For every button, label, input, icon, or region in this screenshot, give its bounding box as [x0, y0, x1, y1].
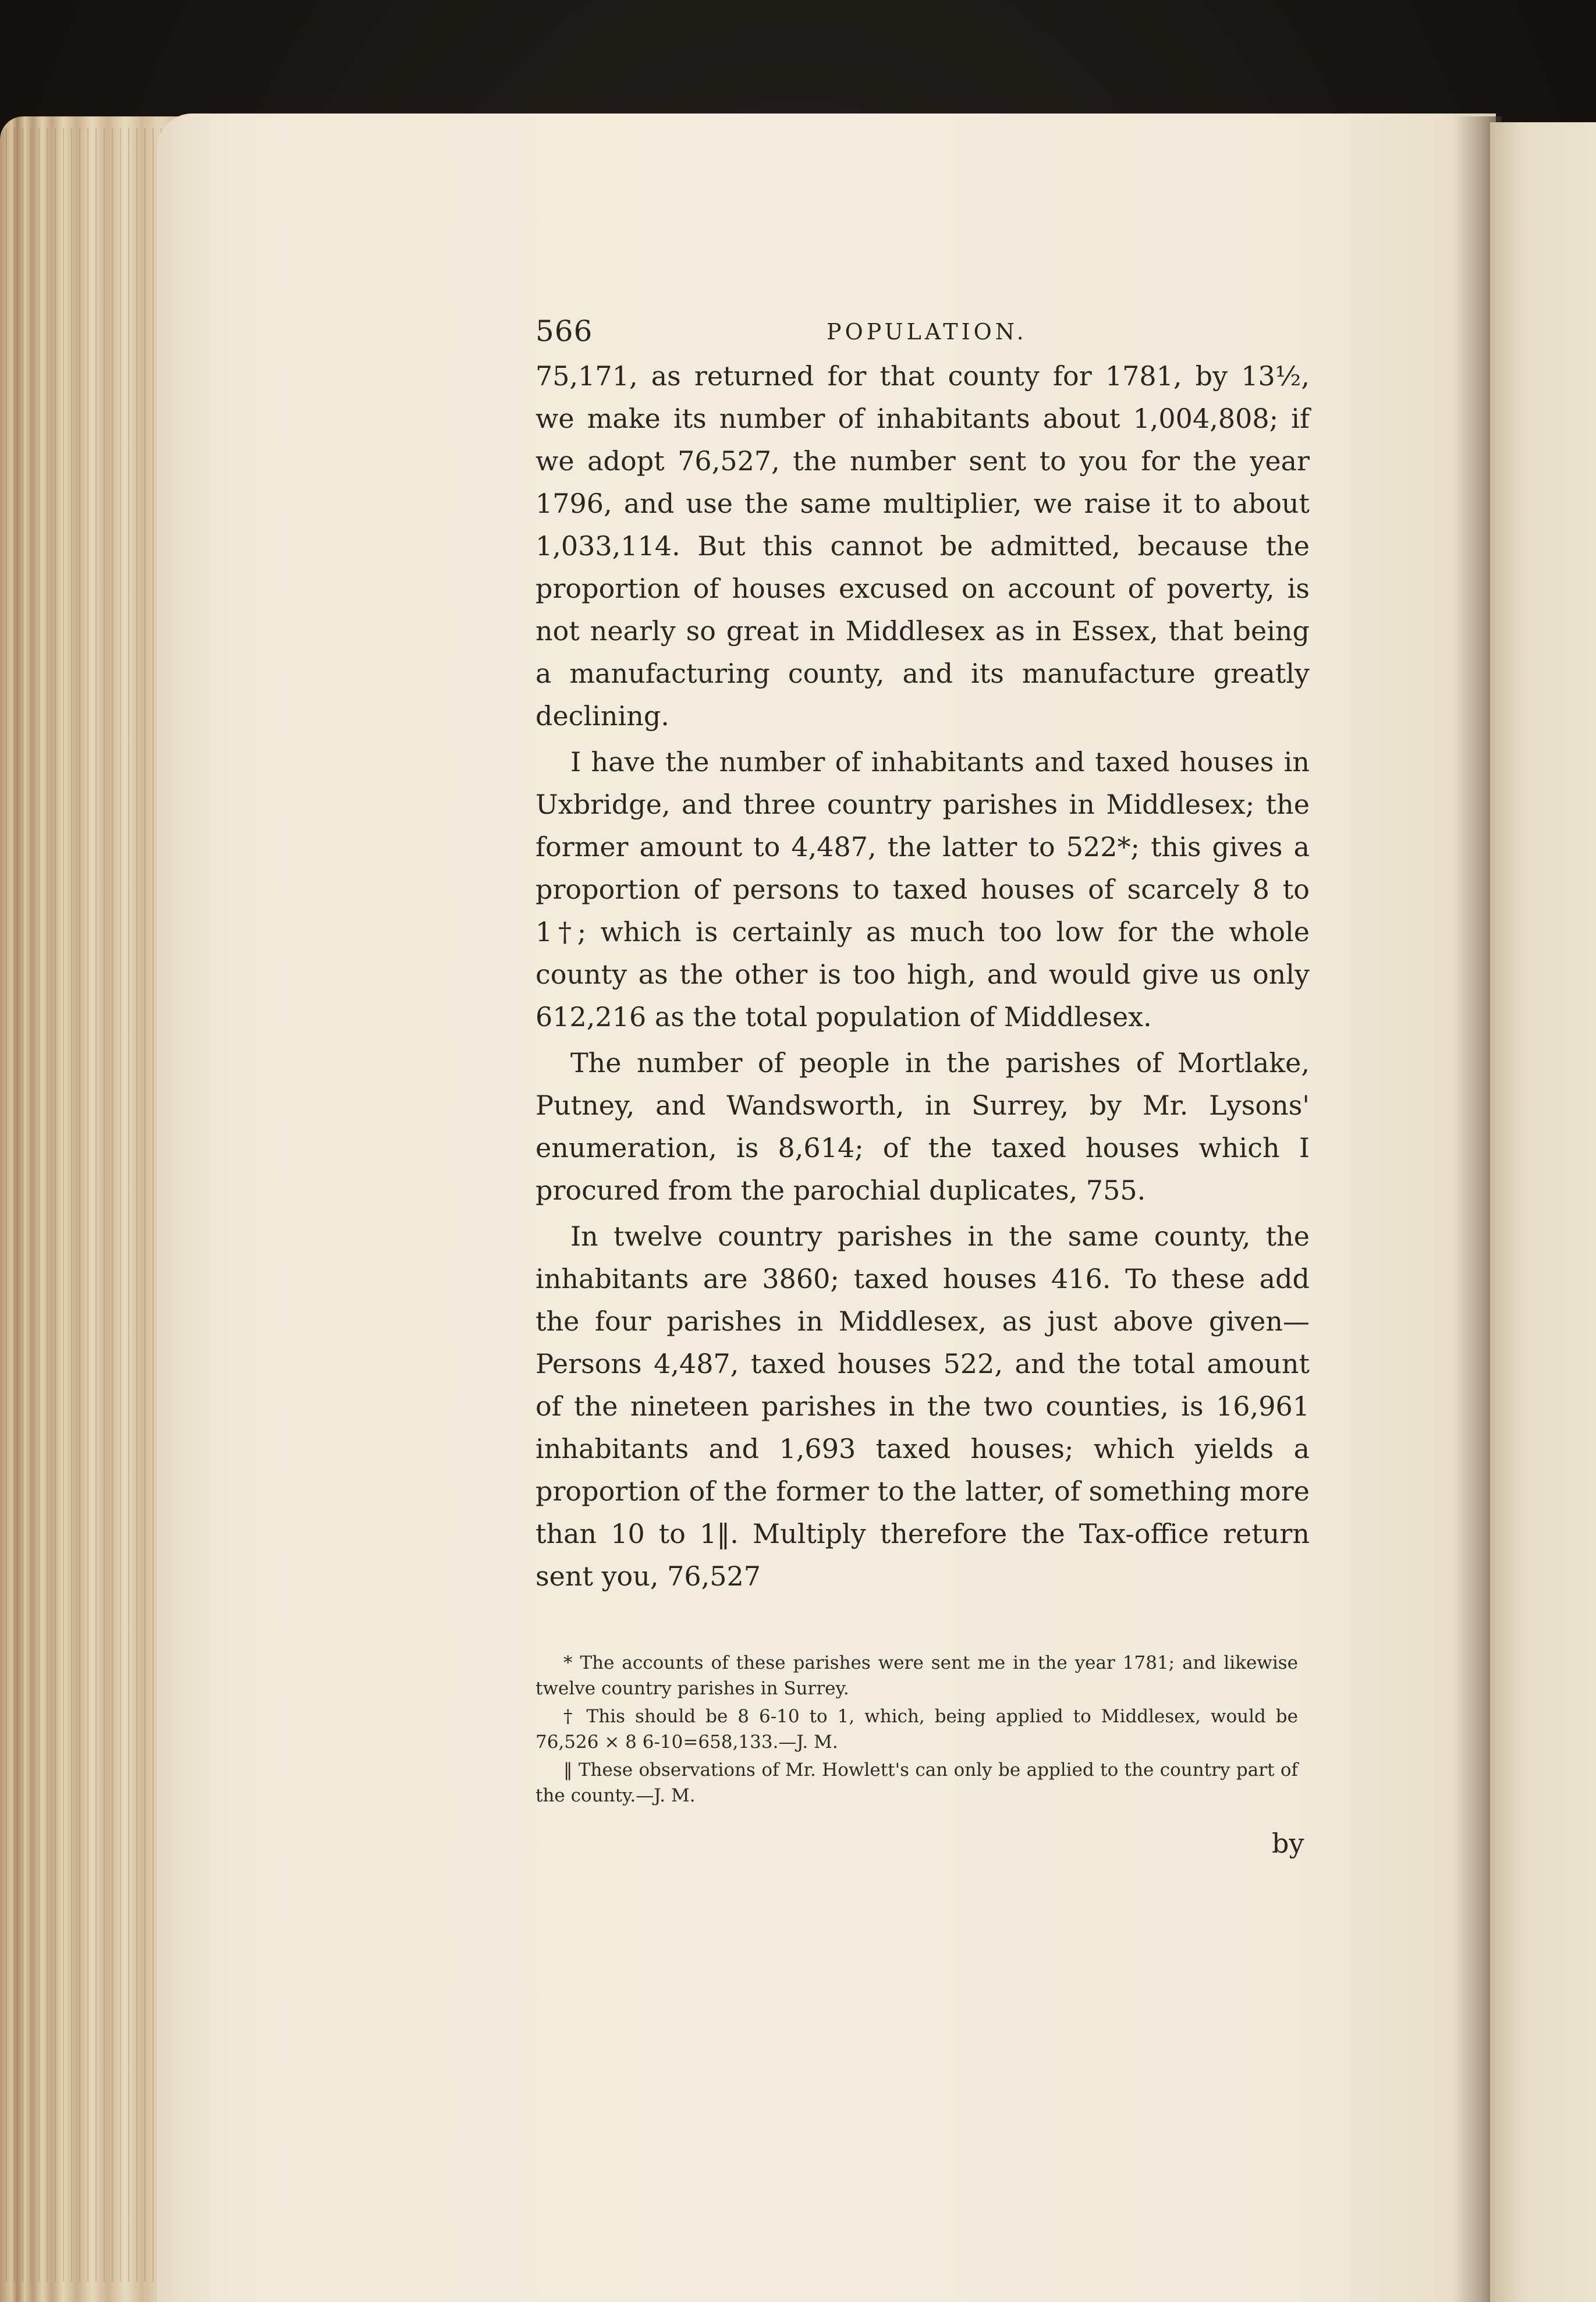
page-text — [535, 303, 1310, 1598]
page-number: 566 — [535, 314, 593, 348]
footnote: † This should be 8 6-10 to 1, which, being applied to Middlesex, would be 76,526 × 8 6-10=658,133.—J. M. — [535, 1706, 1298, 1753]
footnote: ‖ These observations of Mr. Howlett's can only be applied to the country part of the county.—J. M. — [535, 1760, 1298, 1806]
page-edge-lines — [6, 128, 180, 2282]
paragraph: The number of people in the parishes of Mortlake, Putney, and Wandsworth, in Surrey, by Mr. Lysons' enumeration, is 8,614; of the taxed houses which I procured from the parochial duplicates, 755. — [535, 1047, 1310, 1206]
catchword: by — [1272, 1828, 1304, 1859]
paragraph: I have the number of inhabitants and taxed houses in Uxbridge, and three country parishes in Middlesex; the former amount to 4,487, the latter to 522*; this gives a proportion of persons to taxed houses of scarcely 8 to 1†; which is certainly as much too low for the whole county as the other is too high, and would give us only 612,216 as the total population of Middlesex. — [535, 746, 1310, 1033]
footnotes — [535, 1650, 1298, 1811]
running-head — [535, 303, 1310, 355]
facing-page — [1490, 122, 1596, 2302]
paragraph: In twelve country parishes in the same county, the inhabitants are 3860; taxed houses 416. To these add the four parishes in Middlesex, as just above given—Persons 4,487, taxed houses 522, and the total amount of the nineteen parishes in the two counties, is 16,961 inhabitants and 1,693 taxed houses; which yields a proportion of the former to the latter, of something more than 10 to 1‖. Multiply therefore the Tax-office return sent you, 76,527 — [535, 1221, 1310, 1592]
header-title: POPULATION. — [827, 319, 1027, 345]
footnote: * The accounts of these parishes were sent me in the year 1781; and likewise twelve country parishes in Surrey. — [535, 1652, 1298, 1699]
paragraph: 75,171, as returned for that county for 1781, by 13½, we make its number of inhabitants about 1,004,808; if we adopt 76,527, the number sent to you for the year 1796, and use the same multiplier, we raise it to about 1,033,114. But this cannot be admitted, because the proportion of houses excused on account of poverty, is not nearly so great in Middlesex as in Essex, that being a manufacturing county, and its manufacture greatly declining. — [535, 360, 1310, 732]
